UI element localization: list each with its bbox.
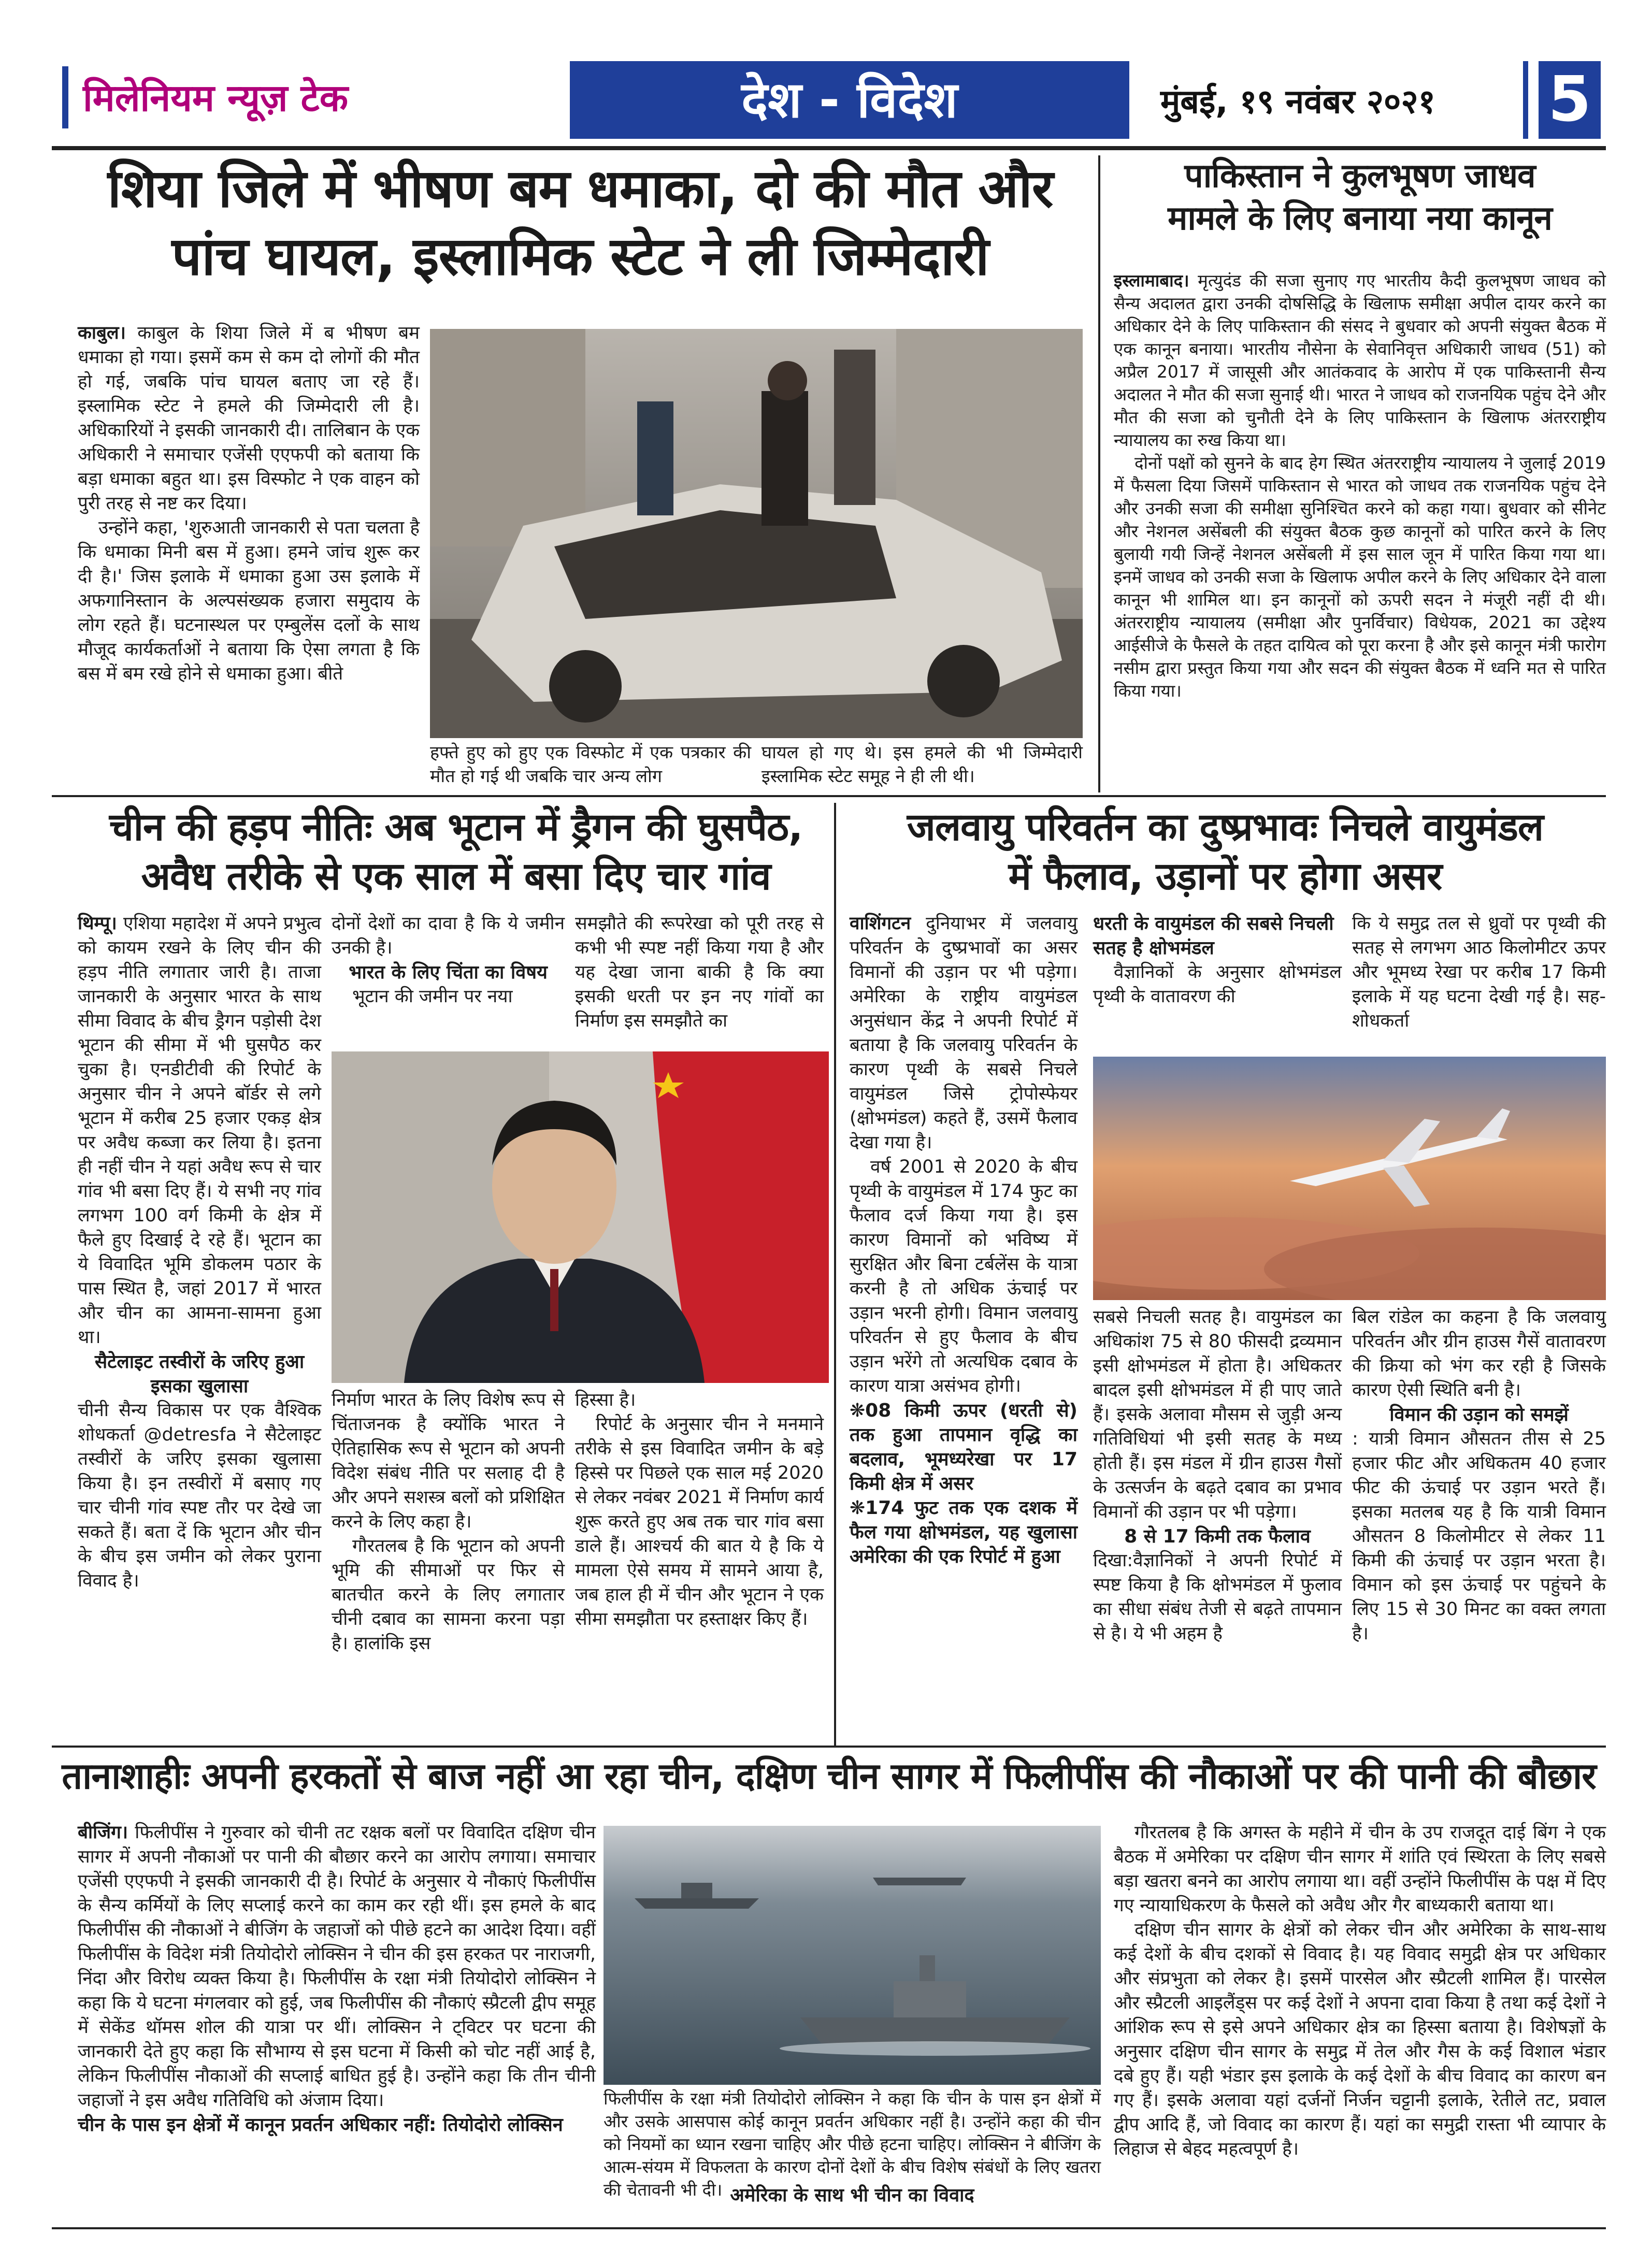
- divider-horizontal-1: [52, 795, 1606, 797]
- climate-col-3b: बिल रांडेल का कहना है कि जलवायु परिवर्तन और ग्रीन हाउस गैसें वातावरण की क्रिया को भंग कर रही है जिसके कारण ऐसी स्थिति बनी है।: [1352, 1307, 1606, 1401]
- climate-col-3a: कि ये समुद्र तल से ध्रुवों पर पृथ्वी की सतह से लगभग आठ किलोमीटर ऊपर और भूमध्य रेखा पर करीब 17 किमी इलाके में यह घटना देखी गई है। सह-शोधकर्ता: [1352, 913, 1606, 1031]
- philippines-headline-wrap: [52, 1753, 1606, 1800]
- leader-portrait-image: [332, 1051, 829, 1383]
- bhutan-subhead-1: सैटेलाइट तस्वीरों के जरिए हुआ इसका खुलासा: [94, 1351, 305, 1397]
- page-number-text: 5: [1548, 64, 1591, 136]
- masthead-rule: [52, 146, 1606, 150]
- climate-col-2-bottom: [1093, 1305, 1342, 1646]
- climate-col-1b: वर्ष 2001 से 2020 के बीच पृथ्वी के वायुमंडल में 174 फुट का फैलाव दर्ज किया गया है। इस कारण विमानों को भविष्य में सुरक्षित और बिना टर्बलेंस के यात्रा करनी है तो अधिक ऊंचाई पर उड़ान भरनी होगी। विमान जलवायु परिवर्तन से हुए फैलाव के बीच उड़ान भरेंगे तो अत्यधिक दबाव के कारण यात्रा असंभव होगी।: [850, 1157, 1078, 1396]
- pakistan-headline: [1114, 155, 1606, 240]
- philippines-subhead-1: चीन के पास इन क्षेत्रों में कानून प्रवर्तन अधिकार नहीं: तियोदोरो लोक्सिन: [78, 2114, 563, 2136]
- kabul-blast-photo: [430, 329, 1083, 738]
- climate-col-1-text: दुनियाभर में जलवायु परिवर्तन के दुष्प्रभावों का असर विमानों की उड़ान पर भी पड़ेगा। अमेरिका के राष्ट्रीय वायुमंडल अनुसंधान केंद्र ने अपनी रिपोर्ट में बताया है कि जलवायु परिवर्तन के कारण पृथ्वी के सबसे निचले वायुमंडल जिसे ट्रोपोस्फेयर (क्षोभमंडल) कहते हैं, उसमें फैलाव देखा गया है।: [850, 913, 1078, 1153]
- xi-jinping-photo: [332, 1051, 829, 1383]
- dateline: मुंबई, १९ नवंबर २०२१: [1160, 83, 1435, 121]
- warships-photo: [604, 1826, 1101, 2085]
- philippines-caption: फिलीपींस के रक्षा मंत्री तियोदोरो लोक्सिन ने कहा कि चीन के पास इन क्षेत्रों में और उसके आसपास कोई कानून प्रवर्तन अधिकार नहीं है। उन्होंने कहा की चीन को नियमों का ध्यान रखना चाहिए और पीछे हटना चाहिए। लोक्सिन ने बीजिंग के आत्म-संयम में विफलता के कारण दोनों देशों के बीच विशेष संबंधों के लिए खतरा की चेतावनी भी दी।: [604, 2088, 1101, 2200]
- climate-subhead-1: धरती के वायुमंडल की सबसे निचली सतह है क्षोभमंडल: [1093, 913, 1334, 959]
- divider-vertical-top: [1098, 155, 1100, 792]
- masthead: [52, 56, 1606, 144]
- climate-headline: [844, 803, 1606, 901]
- wrecked-car-image: [430, 329, 1083, 738]
- bhutan-col-1b: चीनी सैन्य विकास पर एक वैश्विक शोधकर्ता @detresfa ने सैटेलाइट तस्वीरों के जरिए इसका खुलासा किया है। इन तस्वीरों में बसाए गए चार चीनी गांव स्पष्ट तौर पर देखे जा सकते हैं। बता दें कि भूटान और चीन के बीच इस जमीन को लेकर पुराना विवाद है।: [78, 1400, 321, 1591]
- philippines-para-2: गौरतलब है कि अगस्त के महीने में चीन के उप राजदूत दाई बिंग ने एक बैठक में अमेरिका पर दक्षिण चीन सागर में शांति एवं स्थिरता के लिए सबसे बड़ा खतरा बनने का आरोप लगाया था। वहीं उन्होंने फिलीपींस के पक्ष में दिए गए न्यायाधिकरण के फैसले को अवैध और गैर बाध्यकारी बताया था।: [1114, 1822, 1606, 1916]
- kabul-dateline: काबुल।: [78, 323, 126, 343]
- climate-col-3c: : यात्री विमान औसतन तीस से 25 हजार फीट और अधिकतम 40 हजार फीट की ऊंचाई पर उड़ान भरते हैं। इसका मतलब यह है कि यात्री विमान औसतन 8 किलोमीटर से लेकर 11 किमी की ऊंचाई पर उड़ान भरता है। विमान को इस ऊंचाई पर पहुंचने के लिए 15 से 30 मिनट का वक्त लगता है।: [1352, 1429, 1606, 1644]
- kabul-para-1: [78, 321, 420, 516]
- bhutan-col-1-text: एशिया महादेश में अपने प्रभुत्व को कायम रखने के लिए चीन की हड़प नीति लगातार जारी है। ताजा जानकारी के अनुसार भारत के साथ सीमा विवाद के बीच ड्रैगन पड़ोसी देश भूटान की सीमा में भी घुसपैठ कर चुका है। एनडीटीवी की रिपोर्ट के अनुसार चीन ने अपने बॉर्डर से लगे भूटान में करीब 25 हजार एकड़ क्षेत्र पर अवैध कब्जा कर लिया है। इतना ही नहीं चीन ने यहां अवैध रूप से चार गांव भी बसा दिए हैं। ये सभी नए गांव लगभग 100 वर्ग किमी के क्षेत्र में फैले हुए दिखाई दे रहे हैं। भूटान का ये विवादित भूमि डोकलम पठार के पास स्थित है, जहां 2017 में भारत और चीन का आमना-सामना हुआ था।: [78, 913, 321, 1348]
- bhutan-col-2-bottom: [332, 1388, 565, 1656]
- bhutan-col-2a: दोनों देशों का दावा है कि ये जमीन उनकी है।: [332, 913, 565, 958]
- bhutan-col-3-top: [575, 912, 824, 1033]
- kabul-headline-line1: शिया जिले में भीषण बम धमाका, दो की मौत और: [107, 158, 1053, 220]
- philippines-para-1: [78, 1821, 596, 2113]
- climate-dateline: वाशिंगटन: [850, 913, 911, 934]
- brand-bar-icon: [62, 66, 68, 128]
- kabul-para-1-text: काबुल के शिया जिले में ब भीषण बम धमाका हो गया। इसमें कम से कम दो लोगों की मौत हो गई, जबकि पांच घायल बताए जा रहे हैं। इस्लामिक स्टेट ने हमले की जिम्मेदारी ली है। अधिकारियों ने इसकी जानकारी दी। तालिबान के एक अधिकारी ने समाचार एजेंसी एएफपी को बताया कि बड़ा धमाका बहुत था। इस विस्फोट ने एक वाहन को पुरी तरह से नष्ट कर दिया।: [78, 323, 420, 514]
- bhutan-col-1: [78, 912, 321, 1593]
- kabul-headline: [62, 155, 1098, 291]
- bhutan-headline-line2: अवैध तरीके से एक साल में बसा दिए चार गांव: [141, 854, 771, 899]
- kabul-caption-right: घायल हो गए थे। इस हमले की भी जिम्मेदारी इस्लामिक स्टेट समूह ने ही ली थी।: [762, 742, 1083, 787]
- bhutan-col-3b: हिस्सा है।: [575, 1390, 636, 1410]
- climate-col-1: [850, 912, 1078, 1569]
- pakistan-para-1-text: मृत्युदंड की सजा सुनाए गए भारतीय कैदी कुलभूषण जाधव को सैन्य अदालत द्वारा उनकी दोषसिद्धि के खिलाफ समीक्षा अपील दायर करने का अधिकार देने के लिए पाकिस्तान की संसद ने बुधवार को अपनी संयुक्त बैठक में एक कानून बनाया। भारतीय नौसेना के सेवानिवृत्त अधिकारी जाधव (51) को अप्रैल 2017 में जासूसी और आतंकवाद के आरोप में एक पाकिस्तानी सैन्य अदालत ने मौत की सजा सुनाई थी। भारत ने जाधव को राजनयिक पहुंच देने और मौत की सजा को चुनौती देने के लिए पाकिस्तान के खिलाफ अंतरराष्ट्रीय न्यायालय का रुख किया था।: [1114, 270, 1606, 450]
- pakistan-body: [1114, 269, 1606, 702]
- page-number: [1539, 61, 1601, 139]
- bhutan-dateline: थिम्पू।: [78, 913, 117, 934]
- page-number-bar-icon: [1523, 61, 1528, 139]
- kabul-body: [78, 321, 420, 686]
- pakistan-headline-line1: पाकिस्तान ने कुलभूषण जाधव: [1184, 157, 1535, 195]
- philippines-headline: तानाशाहीः अपनी हरकतों से बाज नहीं आ रहा चीन, दक्षिण चीन सागर में फिलीपींस की नौकाओं पर की पानी की बौछार: [62, 1755, 1596, 1797]
- section-banner: [570, 61, 1129, 139]
- bhutan-headline: [67, 803, 844, 901]
- philippines-para-1-text: फिलीपींस ने गुरुवार को चीनी तट रक्षक बलों पर विवादित दक्षिण चीन सागर में अपनी नौकाओं पर पानी की बौछार करने का आरोप लगाया। समाचार एजेंसी एएफपी ने इसकी जानकारी दी है। रिपोर्ट के अनुसार ये नौकाएं फिलीपींस के सैन्य कर्मियों के लिए सप्लाई करने का काम कर रही थीं। इस हमले के बाद फिलीपींस की नौकाओं ने बीजिंग के जहाजों को पीछे हटने का आदेश दिया। वहीं फिलीपींस के विदेश मंत्री तियोदोरो लोक्सिन ने चीन की इस हरकत पर नाराजगी, निंदा और विरोध व्यक्त किया है। फिलीपींस के रक्षा मंत्री तियोदोरो लोक्सिन ने कहा कि ये घटना मंगलवार को हुई, जब फिलीपींस की नौकाएं स्प्रैटली द्वीप समूह में सेकेंड थॉमस शोल की यात्रा पर थीं। लोक्सिन ने ट्विटर पर घटना की जानकारी देते हुए कहा कि सौभाग्य से इस घटना में किसी को चोट नहीं आई है, लेकिन फिलीपींस नौकाओं की सप्लाई बाधित हुई है। उन्होंने कहा कि तीन चीनी जहाजों ने इस अवैध गतिविधि को अंजाम दिया।: [78, 1822, 596, 2111]
- bhutan-headline-line1: चीन की हड़प नीतिः अब भूटान में ड्रैगन की घुसपैठ,: [109, 805, 803, 849]
- airplane-photo: [1093, 1057, 1606, 1300]
- philippines-subhead-2-wrap: [604, 2183, 1101, 2208]
- philippines-subhead-2: अमेरिका के साथ भी चीन का विवाद: [730, 2185, 974, 2206]
- climate-subhead-2: 8 से 17 किमी तक फैलाव: [1124, 1526, 1311, 1547]
- climate-col-3-top: [1352, 912, 1606, 1033]
- footer-rule: [52, 2227, 1606, 2229]
- climate-bullet-2: ❋174 फुट तक एक दशक में फैल गया क्षोभमंडल, यह खुलासा अमेरिका की एक रिपोर्ट में हुआ: [850, 1497, 1078, 1567]
- climate-col-2b: सबसे निचली सतह है। वायुमंडल का अधिकांश 75 से 80 फीसदी द्रव्यमान इसी क्षोभमंडल में होता है। अधिकतर बादल इसी क्षोभमंडल में ही पाए जाते हैं। इसके अलावा मौसम से जुड़ी अन्य गतिविधियां भी इसी सतह के मध्य होती हैं। इस मंडल में ग्रीन हाउस गैसों के उत्सर्जन के बढ़ते दबाव का प्रभाव विमानों की उड़ान पर भी पड़ेगा।: [1093, 1307, 1342, 1522]
- philippines-dateline: बीजिंग।: [78, 1822, 128, 1843]
- bhutan-col-3c: रिपोर्ट के अनुसार चीन ने मनमाने तरीके से इस विवादित जमीन के बड़े हिस्से पर पिछले एक साल मई 2020 से लेकर नवंबर 2021 में निर्माण कार्य शुरू करते हुए अब तक चार गांव बसा डाले हैं। आश्चर्य की बात ये है कि ये मामला ऐसे समय में सामने आया है, जब हाल ही में चीन और भूटान ने एक सीमा समझौता पर हस्ताक्षर किए हैं।: [575, 1414, 824, 1629]
- philippines-col-1: [78, 1821, 596, 2137]
- bhutan-col-2c: निर्माण भारत के लिए विशेष रूप से चिंताजनक है क्योंकि भारत ने ऐतिहासिक रूप से भूटान को अपनी विदेश संबंध नीति पर सलाह दी है और अपने सशस्त्र बलों को प्रशिक्षित करने के लिए कहा है।: [332, 1390, 565, 1532]
- kabul-caption-left: हफ्ते हुए को हुए एक विस्फोट में एक पत्रकार की मौत हो गई थी जबकि चार अन्य लोग: [430, 742, 751, 787]
- climate-bullet-1: ❋08 किमी ऊपर (धरती से) तक हुआ तापमान वृद्धि का बदलाव, भूमध्यरेखा पर 17 किमी क्षेत्र में असर: [850, 1400, 1078, 1494]
- climate-subhead-3: विमान की उड़ान को समझें: [1389, 1404, 1569, 1425]
- bhutan-col-3-bottom: [575, 1388, 824, 1632]
- climate-col-2-top: [1093, 912, 1342, 1009]
- airplane-sunset-image: [1093, 1057, 1606, 1300]
- climate-headline-line1: जलवायु परिवर्तन का दुष्प्रभावः निचले वायुमंडल: [907, 805, 1544, 849]
- bhutan-col-2d: गौरतलब है कि भूटान को अपनी भूमि की सीमाओं पर फिर से बातचीत करने के लिए लगातार चीनी दबाव का सामना करना पड़ा है। हालांकि इस: [332, 1536, 565, 1654]
- climate-headline-line2: में फैलाव, उड़ानों पर होगा असर: [1008, 854, 1442, 899]
- bhutan-col-3a: समझौते की रूपरेखा को पूरी तरह से कभी भी स्पष्ट नहीं किया गया है और यह देखा जाना बाकी है कि क्या इसकी धरती पर इन नए गांवों का निर्माण इस समझौते का: [575, 913, 824, 1031]
- bhutan-col-1-para: [78, 912, 321, 1350]
- divider-horizontal-2: [52, 1746, 1606, 1748]
- climate-col-2c: दिखा:वैज्ञानिकों ने अपनी रिपोर्ट में स्पष्ट किया है कि क्षोभमंडल में फुलाव का सीधा संबंध तेजी से बढ़ते तापमान से है। ये भी अहम है: [1093, 1550, 1342, 1644]
- philippines-col-3: [1114, 1821, 1606, 2161]
- climate-col-2a: वैज्ञानिकों के अनुसार क्षोभमंडल पृथ्वी के वातावरण की: [1093, 962, 1342, 1007]
- bhutan-col-2-top: [332, 912, 565, 1009]
- climate-col-1-para: [850, 912, 1078, 1155]
- warships-image: [604, 1826, 1101, 2085]
- pakistan-headline-line2: मामले के लिए बनाया नया कानून: [1168, 199, 1552, 238]
- section-title: देश - विदेश: [741, 71, 958, 129]
- bhutan-subhead-2: भारत के लिए चिंता का विषय: [349, 962, 548, 983]
- pakistan-para-2: दोनों पक्षों को सुनने के बाद हेग स्थित अंतरराष्ट्रीय न्यायालय ने जुलाई 2019 में फैसला दिया जिसमें पाकिस्तान से भारत को जाधव तक राजनयिक पहुंच देने और उनकी सजा की समीक्षा सुनिश्चित करने को कहा गया। बुधवार को सीनेट और नेशनल असेंबली की संयुक्त बैठक कुछ कानूनों को पारित करने के लिए बुलायी गयी जिन्हें नेशनल असेंबली में इस साल जून में पारित किया गया था। इनमें जाधव को उनकी सजा के खिलाफ अपील करने के लिए अधिकार देने वाला कानून भी शामिल था। इन कानूनों को ऊपरी सदन ने मंजूरी नहीं दी थी। अंतरराष्ट्रीय न्यायालय (समीक्षा और पुनर्विचार) विधेयक, 2021 का उद्देश्य आईसीजे के फैसले के तहत दायित्व को पूरा करना है और इसे कानून मंत्री फारोग नसीम द्वारा प्रस्तुत किया गया और सदन की संयुक्त बैठक में ध्वनि मत से पारित किया गया।: [1114, 453, 1606, 701]
- pakistan-dateline: इस्लामाबाद।: [1114, 270, 1189, 291]
- climate-col-3-bottom: [1352, 1305, 1606, 1646]
- pakistan-para-1: [1114, 269, 1606, 452]
- philippines-para-3: दक्षिण चीन सागर के क्षेत्रों को लेकर चीन और अमेरिका के साथ-साथ कई देशों के बीच दशकों से विवाद है। यह विवाद समुद्री क्षेत्र पर अधिकार और संप्रभुता को लेकर है। इसमें पारसेल और स्प्रैटली शामिल हैं। पारसेल और स्प्रैटली आइलैंड्स पर कई देशों ने अपना दावा किया है तथा कई देशों ने आंशिक रूप से इसे अपने अधिकार क्षेत्र का हिस्सा बताया है। विशेषज्ञों के अनुसार दक्षिण चीन सागर के समुद्र में तेल और गैस के कई विशाल भंडार दबे हुए हैं। यही भंडार इस इलाके के कई देशों के बीच विवाद का कारण बन गए हैं। इसके अलावा यहां दर्जनों निर्जन चट्टानी इलाके, रेतीले तट, प्रवाल द्वीप आदि हैं, जो विवाद का कारण हैं। यहां का समुद्री रास्ता भी व्यापार के लिहाज से बेहद महत्वपूर्ण है।: [1114, 1920, 1606, 2159]
- kabul-para-2: उन्होंने कहा, 'शुरुआती जानकारी से पता चलता है कि धमाका मिनी बस में हुआ। हमने जांच शुरू कर दी है।' जिस इलाके में धमाका हुआ उस इलाके में अफगानिस्तान के अल्पसंख्यक हजारा समुदाय के लोग रहते हैं। घटनास्थल पर एम्बुलेंस दलों के साथ मौजूद कार्यकर्ताओं ने बताया कि ऐसा लगता है कि बस में बम रखे होने से धमाका हुआ। बीते: [78, 517, 420, 684]
- divider-vertical-mid: [834, 803, 836, 1746]
- kabul-headline-line2: पांच घायल, इस्लामिक स्टेट ने ली जिम्मेदारी: [171, 225, 989, 287]
- bhutan-col-2b: भूटान की जमीन पर नया: [352, 986, 513, 1007]
- paper-name: मिलेनियम न्यूज़ टेक: [83, 76, 349, 120]
